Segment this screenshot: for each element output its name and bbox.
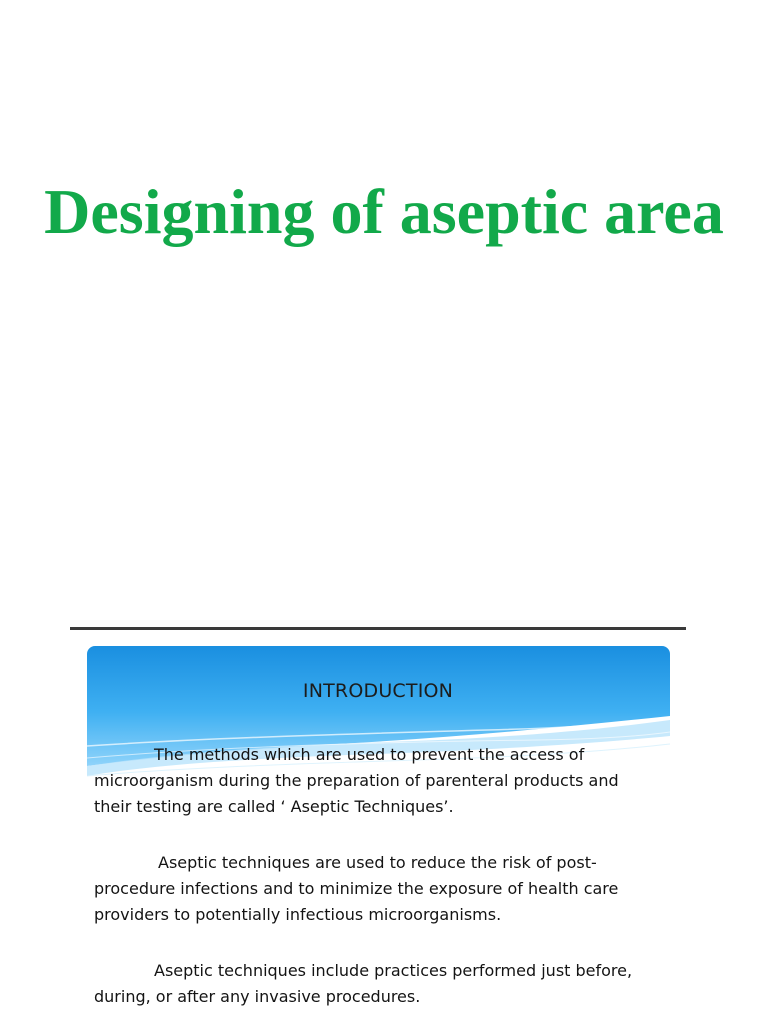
intro-heading: INTRODUCTION [302, 680, 454, 702]
intro-paragraph-2: Aseptic techniques are used to reduce the risk of post-procedure infections and to minimize the exposure of health care providers to potentially infectious microorganisms. [94, 853, 619, 924]
slide-title: Designing of aseptic area [44, 176, 724, 247]
intro-paragraph-1: The methods which are used to prevent the access of microorganism during the preparation of parenteral products and their testing are called ‘ Aseptic Techniques’. [94, 745, 619, 816]
intro-slide [70, 630, 686, 1024]
intro-paragraph-3: Aseptic techniques include practices performed just before, during, or after any invasive procedures. [94, 961, 633, 1006]
